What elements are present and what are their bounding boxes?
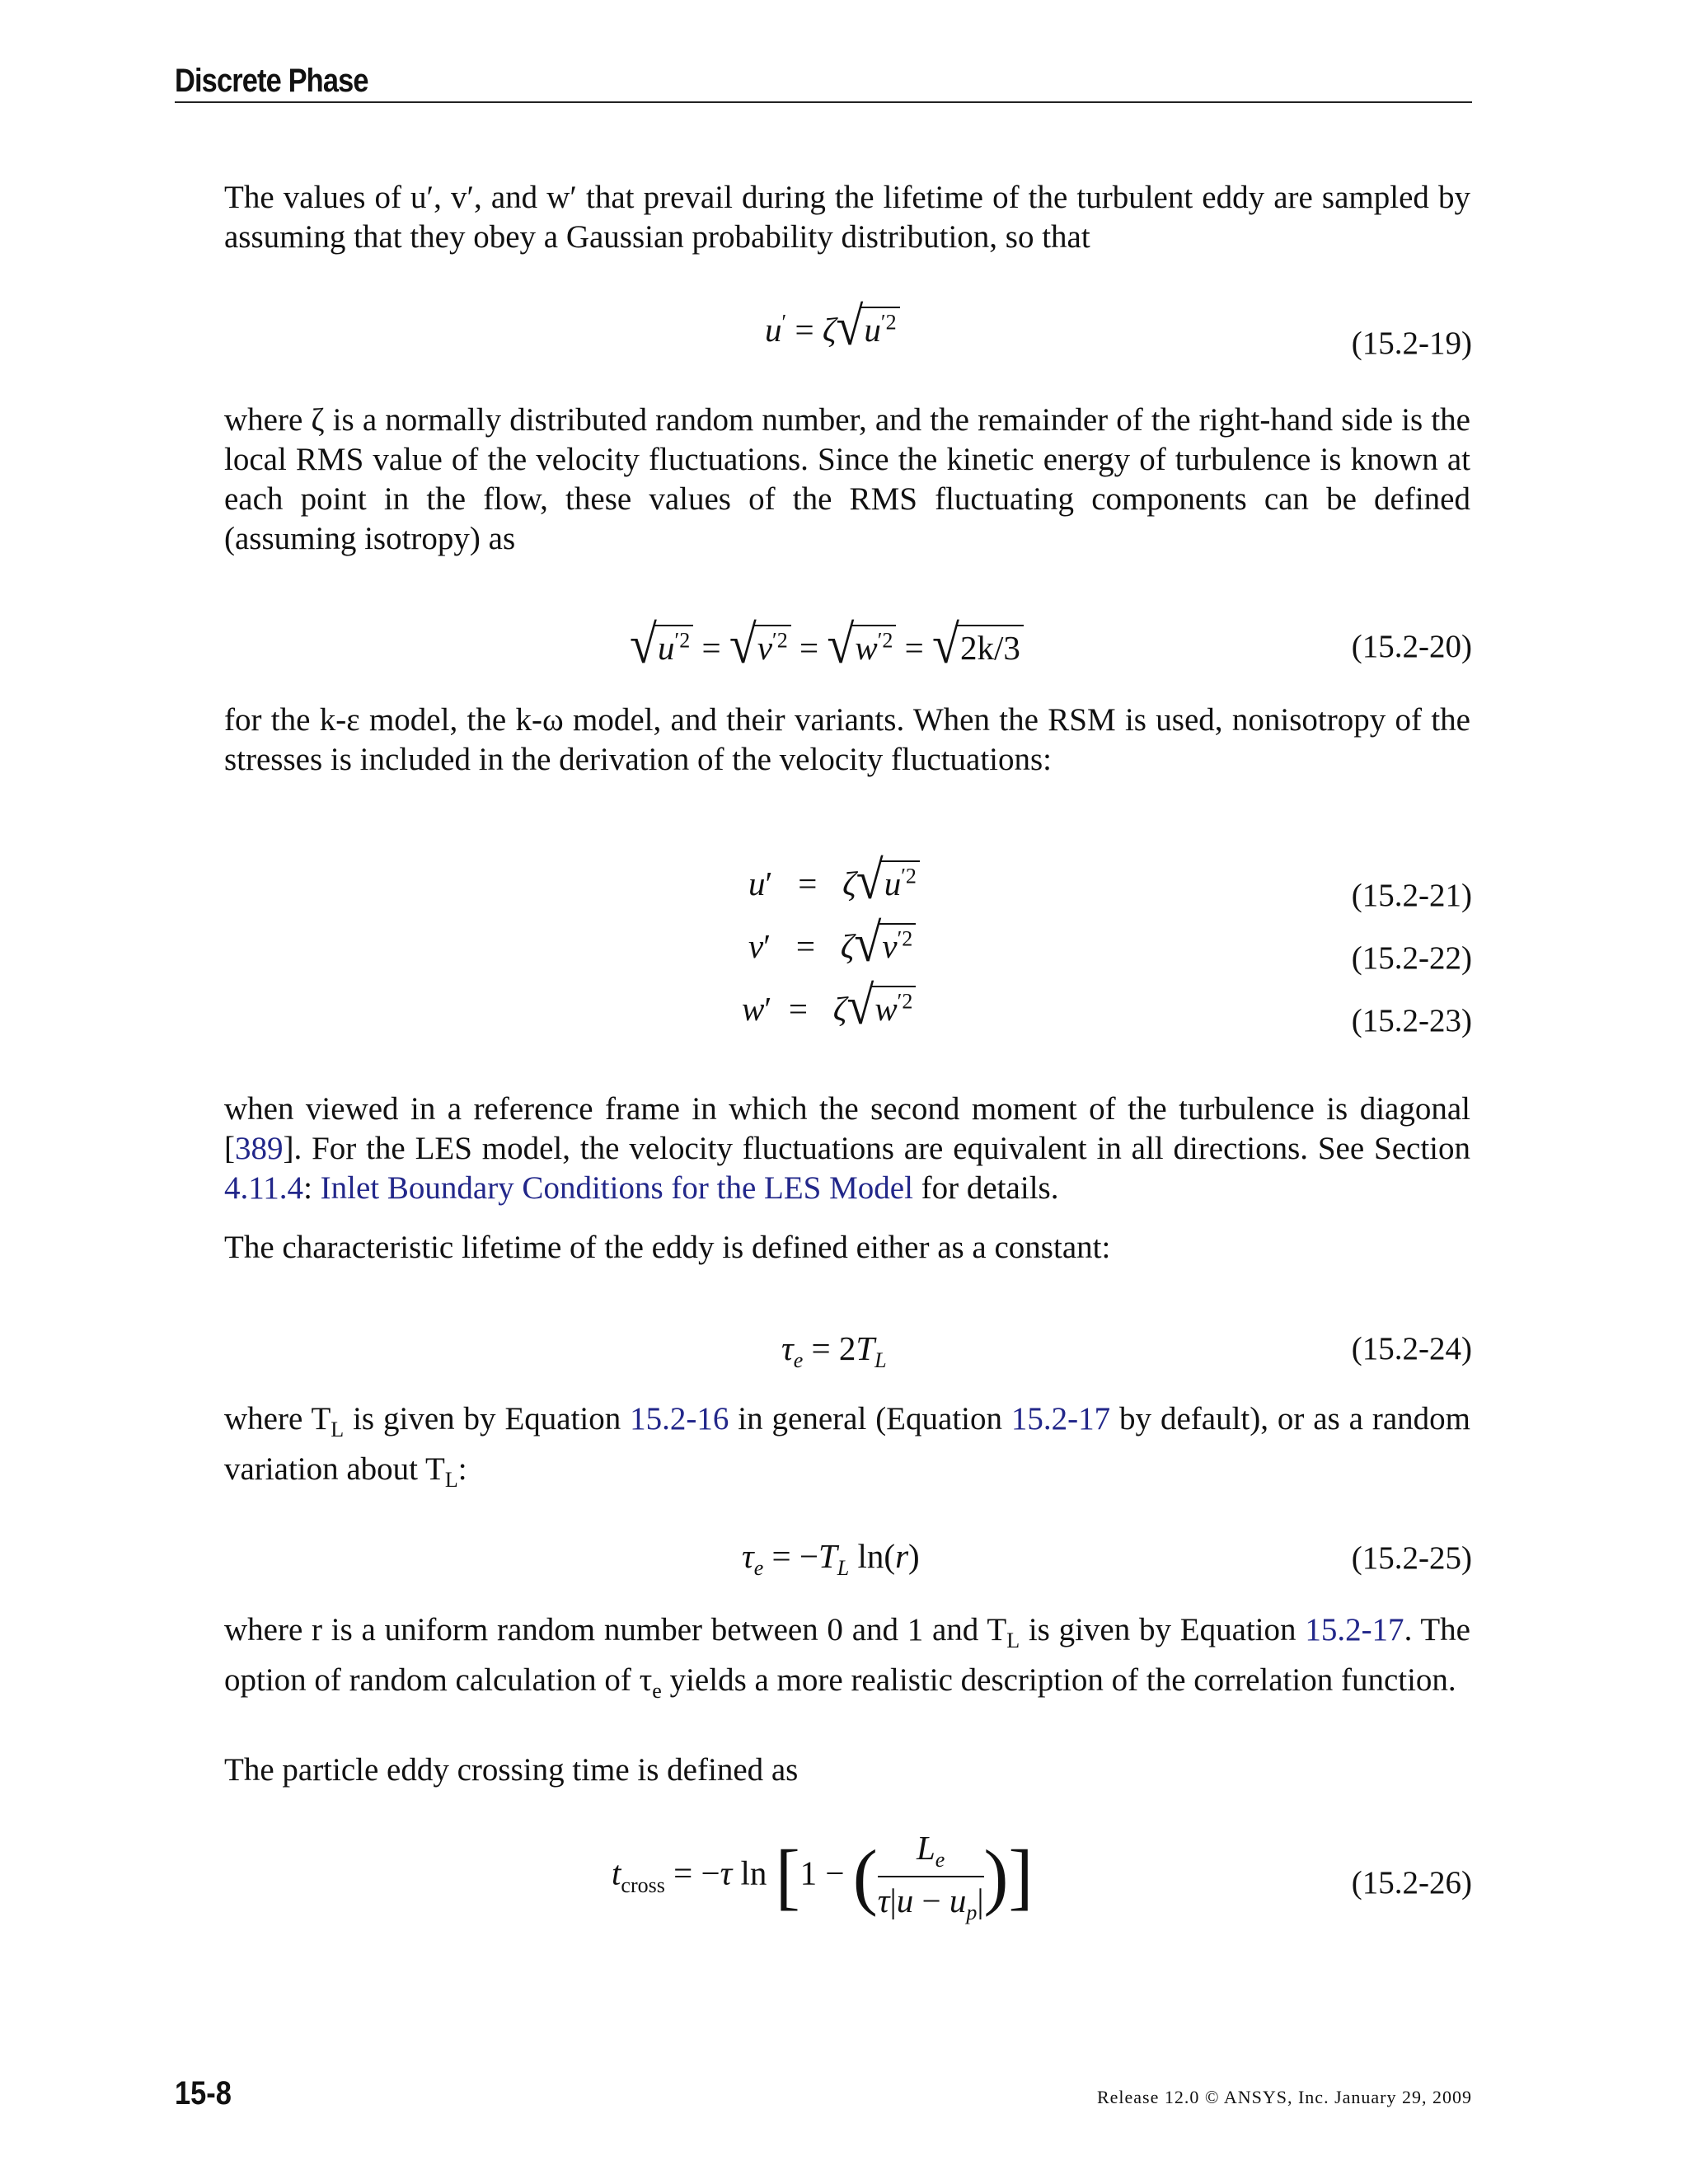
equation-link[interactable]: 15.2-17	[1010, 1401, 1111, 1436]
equation-number: (15.2-25)	[1351, 1540, 1472, 1576]
paragraph-rms-definition: where ζ is a normally distributed random number, and the remainder of the right-hand side is the local RMS value of the velocity fluctuations. Since the kinetic energy of turbulence is known at each point in the flow, these values of the RMS fluctuating components can be defined (assuming isotropy) as	[224, 402, 1470, 556]
section-title-link[interactable]: Inlet Boundary Conditions for the LES Model	[320, 1170, 913, 1206]
equation-number: (15.2-24)	[1351, 1331, 1472, 1366]
header-divider	[175, 101, 1472, 103]
equation-number: (15.2-19)	[1351, 326, 1472, 361]
equation-15-2-21: u′ = ζ√ $u^{'2}$	[748, 860, 920, 903]
equation-link[interactable]: 15.2-16	[630, 1401, 729, 1436]
citation-link[interactable]: 389	[235, 1131, 284, 1166]
page-header-title: Discrete Phase	[175, 63, 368, 99]
equation-15-2-23: w′ = ζ√ $w^{'2}$	[742, 986, 916, 1029]
equation-15-2-20: √ $u^{'2}$ = √ $v^{'2}$ = √ $w^{'2}$ = √ 2k/3	[630, 625, 1024, 668]
section-link[interactable]: 4.11.4	[224, 1170, 304, 1206]
page-number: 15-8	[175, 2075, 232, 2111]
paragraph-random-variation: where r is a uniform random number between 0 and 1 and $T_L$ is given by Equation 15.2-17. The option of random calculation of $\tau_e$ yields a more realistic description of the correlation function.	[224, 1612, 1470, 1703]
paragraph-gaussian-sampling: The values of u′, v′, and w′ that prevail during the lifetime of the turbulent eddy are sampled by assuming that they obey a Gaussian probability distribution, so that	[224, 180, 1470, 255]
equation-link[interactable]: 15.2-17	[1305, 1612, 1404, 1647]
equation-number: (15.2-20)	[1351, 629, 1472, 664]
equation-15-2-19: u′ = ζ√ $u^{'2}$	[765, 307, 900, 349]
equation-15-2-26: $t_{cross} = -\tau$ ln [1 − ( $\frac{L_e}{\tau|u - u_p|}$ )]	[612, 1829, 1034, 1925]
paragraph-reference-frame: when viewed in a reference frame in which the second moment of the turbulence is diagonal [389]. For the LES model, the velocity fluctuations are equivalent in all directions. See Section 4.11.4: Inlet Boundary Conditions for the LES Model for details.	[224, 1091, 1470, 1206]
equation-15-2-22: v′ = ζ√ $v^{'2}$	[748, 923, 916, 966]
equation-number: (15.2-22)	[1351, 940, 1472, 976]
paragraph-lifetime: The characteristic lifetime of the eddy is defined either as a constant:	[224, 1230, 1111, 1265]
paragraph-rsm: for the k-ε model, the k-ω model, and their variants. When the RSM is used, nonisotropy of the stresses is included in the derivation of the velocity fluctuations:	[224, 702, 1470, 777]
equation-number: (15.2-23)	[1351, 1003, 1472, 1038]
release-notice: Release 12.0 © ANSYS, Inc. January 29, 2009	[1096, 2087, 1472, 2107]
paragraph-crossing-time: The particle eddy crossing time is defined as	[224, 1752, 799, 1788]
equation-15-2-24: $\tau_e = 2T_L$	[781, 1329, 887, 1373]
equation-number: (15.2-26)	[1351, 1865, 1472, 1900]
equation-15-2-25: $\tau_e = -T_L$ ln(r)	[742, 1537, 920, 1581]
paragraph-tl-definition: where $T_L$ is given by Equation 15.2-16 in general (Equation 15.2-17 by default), or as a random variation about $T_L$:	[224, 1401, 1470, 1492]
equation-number: (15.2-21)	[1351, 878, 1472, 913]
